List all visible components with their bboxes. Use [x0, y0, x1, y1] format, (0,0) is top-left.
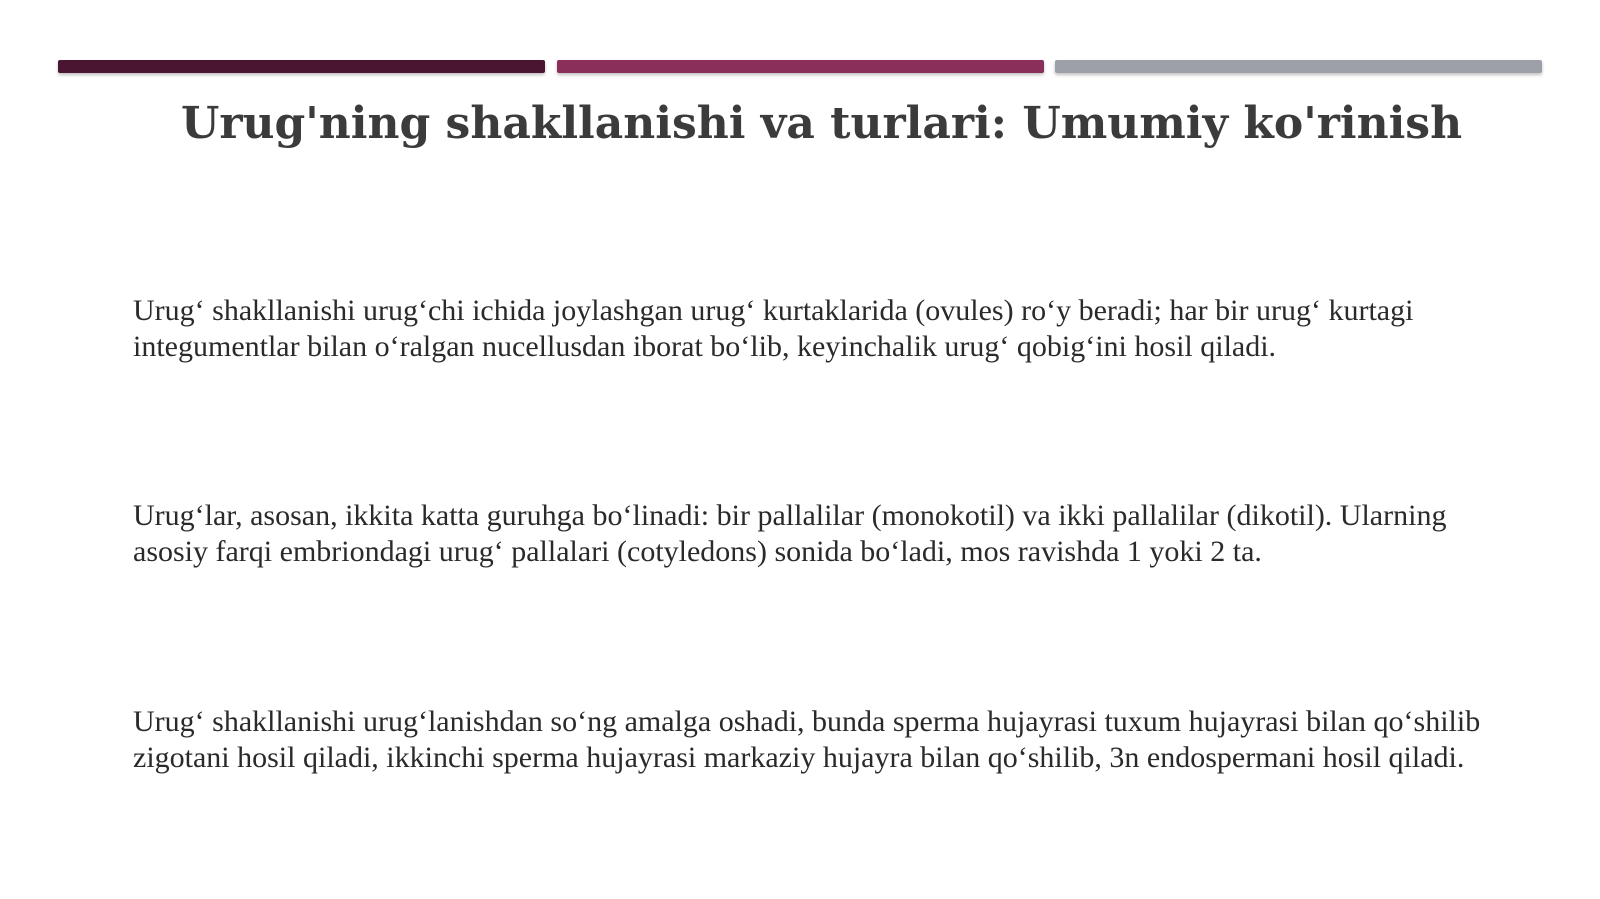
accent-bar-gray	[1055, 60, 1542, 73]
accent-bar-magenta	[557, 60, 1044, 73]
title-container	[0, 98, 1600, 168]
paragraph-seed-formation: Urug‘ shakllanishi urug‘chi ichida joylashgan urug‘ kurtaklarida (ovules) ro‘y beradi; har bir urug‘ kurtagi integumentlar bilan o‘ralgan nucellusdan iborat bo‘lib, keyinchalik urug‘ qobig‘ini hosil qiladi.	[133, 294, 1414, 363]
slide-title: Urug'ning shakllanishi va turlari: Umumiy ko'rinish	[181, 98, 1463, 149]
accent-bar-dark	[58, 60, 545, 73]
paragraph-seed-types: Urug‘lar, asosan, ikkita katta guruhga bo‘linadi: bir pallalilar (monokotil) va ikki pallalilar (dikotil). Ularning asosiy farqi embriondagi urug‘ pallalari (cotyledons) sonida bo‘ladi, mos ravishda 1 yoki 2 ta.	[133, 499, 1447, 568]
paragraph-fertilization: Urug‘ shakllanishi urug‘lanishdan so‘ng amalga oshadi, bunda sperma hujayrasi tuxum hujayrasi bilan qo‘shilib zigotani hosil qiladi, ikkinchi sperma hujayrasi markaziy hujayra bilan qo‘shilib, 3n endospermani hosil qiladi.	[133, 705, 1481, 774]
